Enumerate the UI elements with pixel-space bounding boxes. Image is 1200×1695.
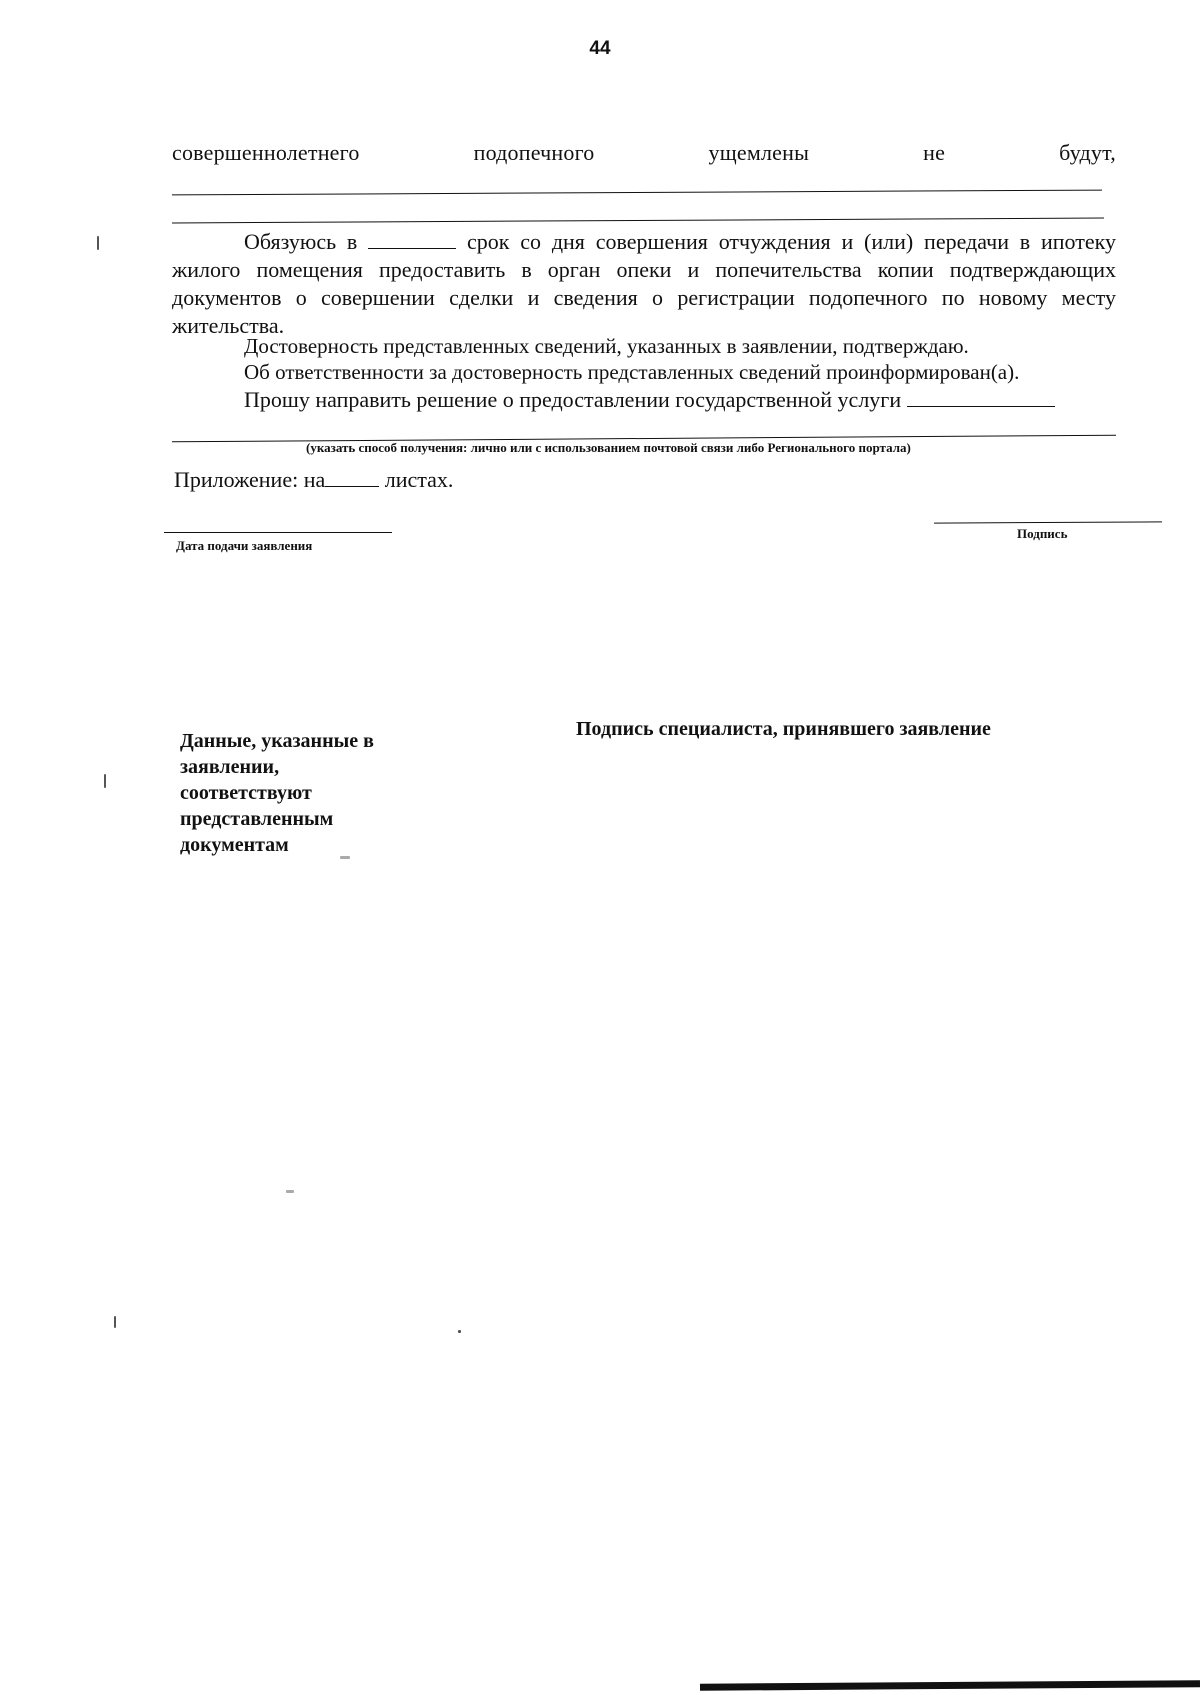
continuation-word: ущемлены: [708, 140, 810, 165]
reliability-statement: Достоверность представленных сведений, указанных в заявлении, подтверждаю.: [244, 334, 969, 358]
date-line: [164, 532, 392, 533]
signature-line: [934, 521, 1162, 523]
term-blank: [368, 230, 456, 249]
attachment-line: [174, 467, 453, 493]
attachment-prefix: Приложение: на: [174, 467, 326, 492]
delivery-request: [244, 387, 1055, 413]
commitment-text-rest: срок со дня совершения отчуждения и (или) передачи в ипотеку жилого помещения предоставить в орган опеки и попечительства копии подтверждающих документов о совершении сделки и сведения о регистрации подопечного по новому месту жительства.: [172, 229, 1117, 338]
page-number: 44: [589, 38, 611, 59]
continuation-line: [172, 140, 1116, 166]
specialist-signature-label: Подпись специалиста, принявшего заявление: [576, 718, 991, 740]
scan-speck: [458, 1330, 461, 1333]
continuation-word: подопечного: [473, 140, 595, 165]
attachment-suffix: листах.: [384, 467, 454, 492]
responsibility-statement: Об ответственности за достоверность представленных сведений проинформирован(а).: [244, 360, 1020, 384]
continuation-word: будут,: [1059, 140, 1116, 165]
delivery-blank: [907, 388, 1055, 407]
commitment-text-start: Обязуюсь в: [244, 229, 358, 254]
commitment-paragraph: [172, 228, 1116, 340]
delivery-request-text: Прошу направить решение о предоставлении государственной услуги: [244, 387, 902, 412]
data-match-label: Данные, указанные в заявлении, соответствуют представленным документам: [180, 730, 374, 856]
scan-speck: [104, 774, 106, 788]
signature-label: Подпись: [1017, 526, 1068, 541]
continuation-word: не: [923, 140, 946, 165]
scan-speck: [286, 1190, 294, 1193]
scan-speck: [340, 856, 350, 859]
scan-speck: [114, 1316, 116, 1328]
continuation-word: совершеннолетнего: [172, 140, 360, 165]
attachment-pages-blank: [325, 468, 379, 487]
scan-edge-bar: [700, 1680, 1200, 1690]
delivery-method-note: (указать способ получения: лично или с использованием почтовой связи либо Регионального портала): [306, 440, 911, 455]
date-label: Дата подачи заявления: [176, 538, 313, 553]
scan-speck: [97, 236, 99, 250]
fill-line: [172, 190, 1102, 196]
fill-line: [172, 218, 1104, 224]
